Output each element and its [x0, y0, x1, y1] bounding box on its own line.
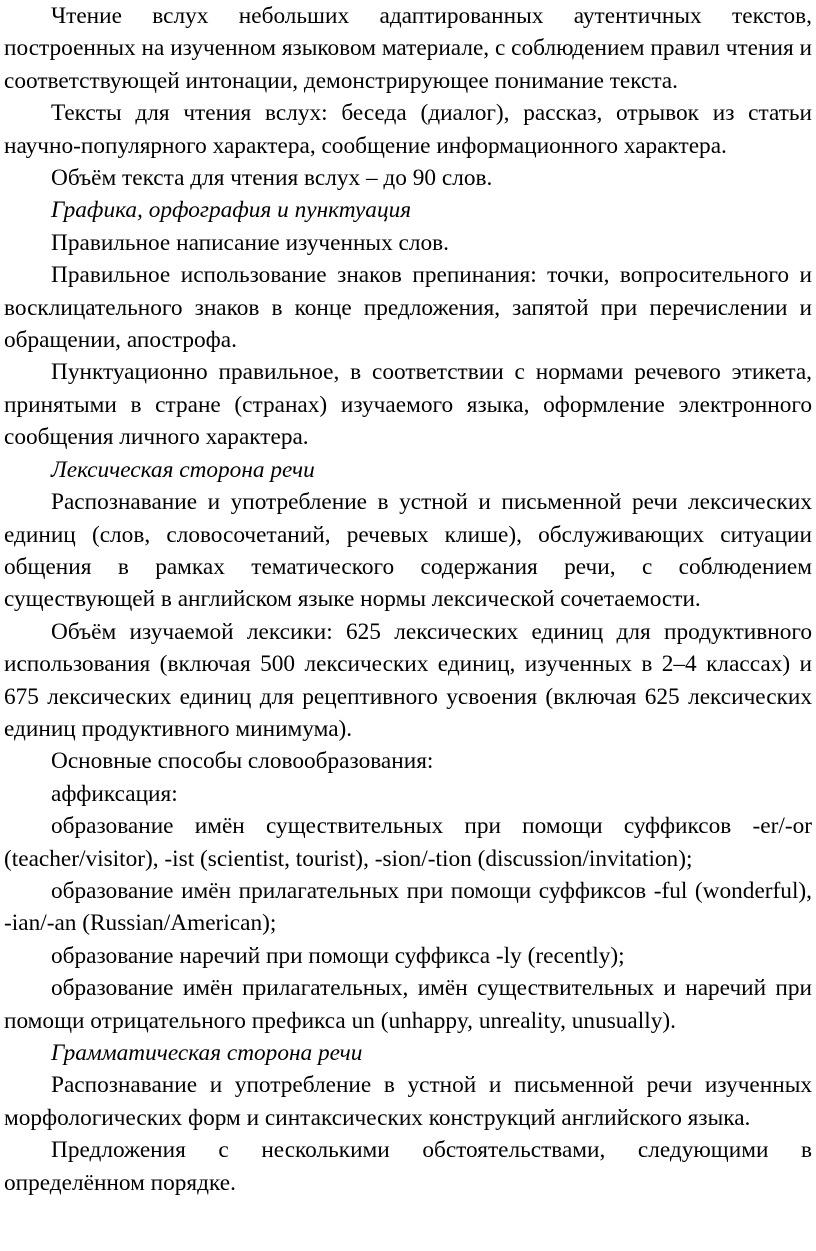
section-heading-grammar: Грамматическая сторона речи — [51, 1040, 363, 1066]
paragraph-negative-prefix: образование имён прилагательных, имён существительных и наречий при помощи отрицательного префикса un (unhappy, unreality, unusually). — [4, 975, 812, 1034]
paragraph-reading-texts: Тексты для чтения вслух: беседа (диалог), рассказ, отрывок из статьи научно-популярного характера, сообщение информационного характера. — [4, 100, 812, 159]
paragraph-reading-aloud: Чтение вслух небольших адаптированных аутентичных текстов, построенных на изученном языковом материале, с соблюдением правил чтения и соответствующей интонации, демонстрирующее понимание текста. — [4, 3, 812, 94]
paragraph-punctuation: Правильное использование знаков препинания: точки, вопросительного и восклицательного знаков в конце предложения, запятой при перечислении и обращении, апострофа. — [4, 262, 812, 354]
paragraph-adverb-suffix: образование наречий при помощи суффикса -ly (recently); — [51, 942, 625, 969]
paragraph-affixation: аффиксация: — [51, 780, 178, 807]
paragraph-text-volume: Объём текста для чтения вслух – до 90 слов. — [51, 165, 493, 192]
paragraph-adjective-suffixes: образование имён прилагательных при помощи суффиксов -ful (wonderful), -ian/-an (Russian/American); — [4, 877, 812, 937]
paragraph-email-punctuation: Пунктуационно правильное, в соответствии с нормами речевого этикета, принятыми в стране (странах) изучаемого языка, оформление электронного сообщения личного характера. — [4, 359, 812, 451]
paragraph-lexical-units: Распознавание и употребление в устной и письменной речи лексических единиц (слов, словосочетаний, речевых клише), обслуживающих ситуации общения в рамках тематического содержания речи, с соблюдением существующей в английском языке нормы лексической сочетаемости. — [4, 489, 812, 613]
paragraph-lexicon-volume: Объём изучаемой лексики: 625 лексических единиц для продуктивного использования (включая 500 лексических единиц, изученных в 2–4 классах) и 675 лексических единиц для рецептивного усвоения (включая 625 лексических единиц продуктивного минимума). — [4, 618, 812, 742]
paragraph-noun-suffixes: образование имён существительных при помощи суффиксов -er/-or (teacher/visitor), -ist (scientist, tourist), -sion/-tion (discussion/invitation); — [4, 813, 812, 872]
paragraph-sentences-circumstances: Предложения с несколькими обстоятельствами, следующими в определённом порядке. — [4, 1137, 812, 1196]
paragraph-grammar-forms: Распознавание и употребление в устной и письменной речи изученных морфологических форм и синтаксических конструкций английского языка. — [4, 1072, 812, 1131]
paragraph-spelling: Правильное написание изученных слов. — [51, 229, 449, 256]
paragraph-word-formation: Основные способы словообразования: — [51, 748, 434, 775]
section-heading-lexical: Лексическая сторона речи — [51, 456, 315, 483]
section-heading-graphics: Графика, орфография и пунктуация — [51, 197, 412, 224]
